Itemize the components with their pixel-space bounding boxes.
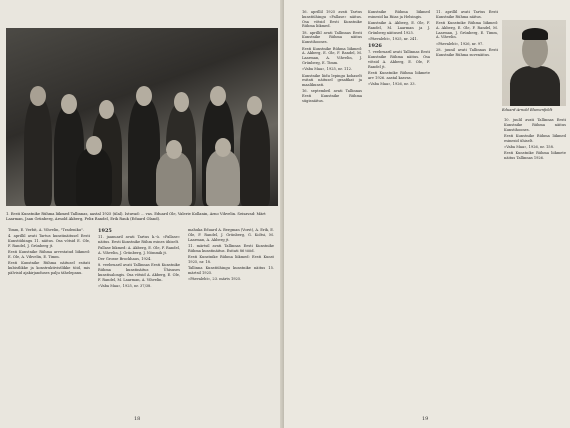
- paragraph: «Päevaleht», 23. märts 1925.: [188, 277, 242, 282]
- paragraph: Eesti Kunstnike Rühma liikmete arv 1926. aastal kasvas.: [368, 70, 430, 80]
- paragraph: 7. veebruaril avati Tallinnas Eesti Kunstnike Rühma näitus. Osa võtsid A. Akberg, E. Ole, F. Randel jt.: [368, 50, 430, 69]
- paragraph: Eesti Kunstnike Rühma arvestatud liikmed: E. Ole, A. Vihvelin, E. Timm.: [8, 250, 90, 259]
- year-heading: 1925: [98, 228, 112, 234]
- paragraph: «Päevaleht», 1926, nr. 97.: [436, 41, 484, 46]
- paragraph: 10. juulil avati Tallinnas Eesti Kunstnike Rühma näitus Kunstihoones.: [504, 118, 566, 132]
- text-column-5: [368, 10, 430, 410]
- paragraph: Kunstnike liidu lepingu kohaselt esitati näitusel graafikat ja maalikunsti.: [302, 73, 362, 88]
- paragraph: 8. veebruaril avati Tallinnas Eesti Kunstnike Rühma kunstinäitus Ühisuses kunstisalongis. Osa võtsid A. Akberg, E. Ole, F. Randel, M. Laarman, A. Vihvelin.: [98, 263, 180, 282]
- paragraph: Eesti Kunstnike Rühma näitusel esitati kubistlikke ja konstruktivistlikke töid, mis pälvisid ajakirjanduses palju tähelepanu.: [8, 261, 90, 275]
- text-column-1: [8, 228, 90, 418]
- paragraph: Eesti Kunstnike Rühma liikmete näitus Tallinnas 1926.: [504, 151, 566, 161]
- paragraph: Der Grosse Brockhaus, 1924.: [98, 257, 152, 262]
- paragraph: 11. aprillil avati Tartus Eesti Kunstnike Rühma näitus.: [436, 10, 498, 19]
- paragraph: 11. märtsil avati Tallinnas Eesti Kunstnike Rühma kunstinäitus. Esitati 86 tööd.: [188, 243, 274, 253]
- photo-caption: 1. Eesti Kunstnike Rühma liikmed Tallinnas, aastal 1925 (ülal). Istuvad: ... vas. Eduard Ole, Valerie Kollanin, Arno Vihvelin. Seisavad: Märt Laarman, Jaan Grünberg, Arnold Akberg, Felix Randel, Erik Rauk (Eduard Oland).: [6, 212, 266, 221]
- paragraph: Tallinna Kunstiühingu kunstnike näitus 15. märtsil 1925.: [188, 266, 274, 275]
- year-heading: 1926: [368, 43, 382, 50]
- paragraph: Eesti Kunstnike Rühma liikmed: A. Akberg, E. Ole, F. Randel, M. Laarman, J. Grünberg, E. Timm, A. Vihvelin.: [436, 21, 498, 40]
- paragraph: Timm, E. Verbit, A. Vihvelin, "Tradeniku".: [8, 228, 84, 232]
- paragraph: 28. juunil avati Tallinnas Eesti Kunstnike Rühma suvenäitus.: [436, 48, 498, 57]
- group-photo: [6, 28, 278, 206]
- paragraph: 16. aprillil 1925 avati Tartus kunstiühingu «Pallase» näitus. Osa võtsid Eesti Kunstnike Rühma liikmed.: [302, 10, 362, 29]
- page-number: 19: [422, 416, 429, 422]
- page-number: 18: [134, 416, 141, 422]
- paragraph: «Vaba Maa», 1925, nr. 112.: [302, 67, 352, 72]
- paragraph: Kunstnike A. Akberg, E. Ole, F. Randel, M. Laarman ja J. Grünberg näitused 1925.: [368, 21, 430, 35]
- text-column-4: [302, 10, 362, 410]
- paragraph: 11. jaanuaril avati Tartus k.-ü. «Pallase» näitus. Eesti Kunstnike Rühm esines ühiselt.: [98, 235, 180, 244]
- text-column-2: [98, 228, 180, 418]
- right-page: [284, 0, 570, 428]
- paragraph: Eesti Kunstnike Rühma liikmed esinesid ühiselt.: [504, 133, 566, 143]
- text-column-3: [188, 228, 274, 418]
- portrait-photo: [502, 20, 566, 106]
- paragraph: Pallase liikmed: A. Akberg, E. Ole, F. Randel, A. Vihvelin, J. Grünberg, J. Nõmmik jt.: [98, 246, 180, 255]
- paragraph: mahuka Eduard A. Bergman (Vorst), A. Erik, E. Ole, F. Randel, J. Grünberg, G. Koltsi, M. Laarman, A. Akberg jt.: [188, 228, 274, 242]
- paragraph: 16. septembril avati Tallinnas Eesti Kunstnike Rühma sügisnäitus.: [302, 89, 362, 104]
- paragraph: 18. aprillil avati Tallinnas Eesti Kunstnike Rühma näitus Kunstihoones.: [302, 30, 362, 45]
- paragraph: «Päevaleht», 1925, nr. 241.: [368, 36, 418, 41]
- paragraph: Eesti Kunstnike Rühma liikmed: A. Akberg, E. Ole, F. Randel, M. Laarman, A. Vihvelin, J. Grünberg, E. Timm.: [302, 46, 362, 65]
- paragraph: «Vaba Maa», 1926, nr. 33.: [368, 82, 416, 87]
- portrait-caption: Eduard-Arnold Blumenfeldt: [502, 108, 553, 112]
- paragraph: «Vaba Maa», 1925, nr. 37/38.: [98, 284, 152, 289]
- paragraph: Kunstnike Rühma liikmed esinesid ka Riias ja Helsingis.: [368, 10, 430, 19]
- paragraph: 4. aprillil avati Tartus kunstinäitusel Eesti Kunstiühingu 11. näitus. Osa võtsid E. Ole, F. Randel, J. Grünberg jt.: [8, 234, 90, 248]
- left-page: [0, 0, 284, 428]
- paragraph: Eesti Kunstnike Rühma liikmed: Eesti Kunst 1925, nr. 18.: [188, 254, 274, 264]
- paragraph: «Vaba Maa», 1926, nr. 158.: [504, 144, 554, 149]
- text-column-7: [504, 118, 566, 414]
- text-column-6: [436, 10, 498, 410]
